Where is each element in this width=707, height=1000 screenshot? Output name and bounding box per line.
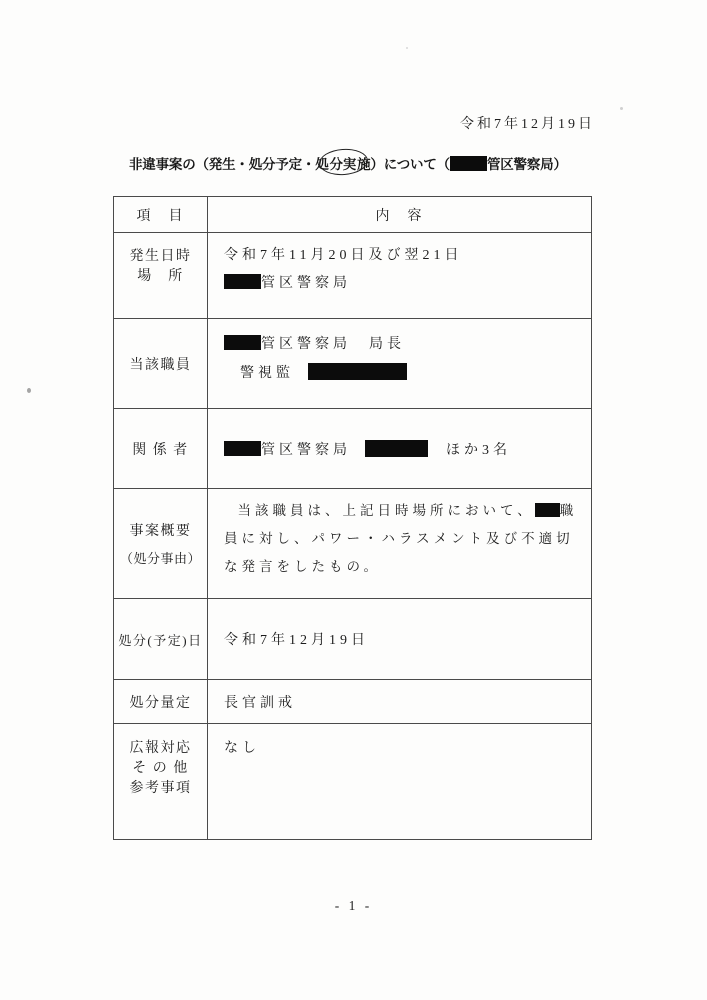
label-officer: 当該職員 <box>114 319 208 409</box>
scan-speck <box>620 107 623 110</box>
incident-place-line <box>224 270 591 298</box>
officer-rank-text: 警視監 <box>240 366 294 381</box>
header-item: 項 目 <box>114 197 208 233</box>
hand-drawn-ellipse <box>318 147 368 176</box>
label-disposal-measure: 処分量定 <box>114 680 208 724</box>
cell-summary-content <box>208 489 592 599</box>
redacted-text <box>308 363 407 380</box>
redacted-text <box>450 156 487 171</box>
title-part3: 管区警察局） <box>486 157 567 172</box>
table-row-disposal-measure <box>114 680 592 724</box>
redacted-text <box>224 441 261 456</box>
summary-text-before: 当該職員は、上記日時場所において、 <box>237 503 535 518</box>
label-disposal-date: 処分(予定)日 <box>114 599 208 680</box>
incident-place-text: 管区警察局 <box>261 276 351 291</box>
incident-date-line: 令和7年11月20日及び翌21日 <box>224 248 463 263</box>
table-row-incident <box>114 233 592 319</box>
table-row-summary <box>114 489 592 599</box>
label-related-persons: 関 係 者 <box>114 409 208 489</box>
redacted-text <box>224 335 261 350</box>
officer-rank-line <box>224 361 591 386</box>
table-row-publicity-other <box>114 724 592 840</box>
officer-bureau-line <box>224 332 591 357</box>
redacted-text <box>224 274 261 289</box>
redacted-text <box>365 440 428 457</box>
title-part1: 非違事案の（発生・処分予定・処 <box>129 157 329 172</box>
label-publicity-other <box>114 724 208 840</box>
cell-incident-content <box>208 233 592 319</box>
publicity-text: なし <box>224 741 260 756</box>
label-publicity: 広報対応 <box>129 741 192 756</box>
redacted-text <box>535 503 560 517</box>
summary-text-after: 職員に対し、パワー・ハラスメント及び不適切な発言をしたもの。 <box>224 503 578 574</box>
cell-disposal-measure: 長官訓戒 <box>208 680 592 724</box>
table-header-row <box>114 197 592 233</box>
title-circled-text: 分実 <box>329 157 357 172</box>
cell-disposal-date: 令和7年12月19日 <box>208 599 592 680</box>
scan-speck <box>406 47 408 49</box>
summary-paragraph <box>224 489 591 581</box>
document-date: 令和7年12月19日 <box>460 117 595 132</box>
cell-related-content <box>208 409 592 489</box>
title-part2: 施）について（ <box>357 157 450 172</box>
label-summary-line2: （処分事由） <box>119 551 201 566</box>
header-content: 内 容 <box>208 197 592 233</box>
table-row-related <box>114 409 592 489</box>
officer-bureau-text: 管区警察局 局長 <box>261 337 405 352</box>
label-case-summary <box>114 489 208 599</box>
label-summary-line1: 事案概要 <box>129 524 192 539</box>
case-report-table <box>113 196 592 840</box>
related-others-text: ほか3名 <box>446 442 511 458</box>
page-number: - 1 - <box>334 898 373 913</box>
label-incident-place: 場 所 <box>137 269 184 284</box>
label-reference: 参考事項 <box>129 781 192 796</box>
table-row-officer <box>114 319 592 409</box>
circle-annotation <box>329 153 358 173</box>
label-incident-datetime-place <box>114 233 208 319</box>
cell-officer-content <box>208 319 592 409</box>
related-bureau-text: 管区警察局 <box>261 442 351 458</box>
label-incident-datetime: 発生日時 <box>129 249 192 264</box>
label-other: そ の 他 <box>132 761 189 776</box>
cell-publicity-content <box>208 724 592 840</box>
scan-speck <box>27 388 31 393</box>
document-title <box>129 153 567 173</box>
table-row-disposal-date <box>114 599 592 680</box>
